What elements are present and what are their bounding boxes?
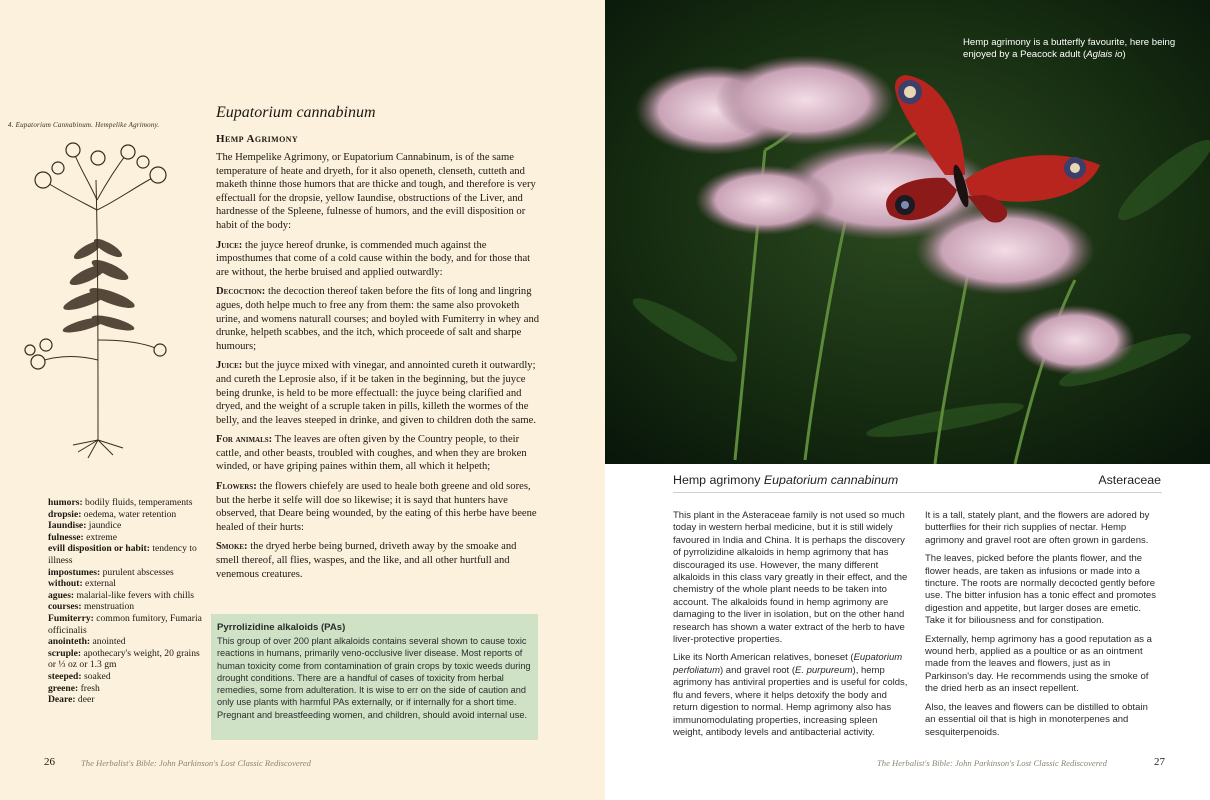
plate-caption: 4. Eupatorium Cannabinum. Hempelike Agrimony. xyxy=(8,121,160,129)
glossary-def: fresh xyxy=(78,682,100,694)
glossary-item xyxy=(48,671,208,683)
common-name-heading: Hemp Agrimony xyxy=(216,133,299,145)
glossary-term: impostumes: xyxy=(48,566,101,578)
plant-family: Asteraceae xyxy=(1098,473,1161,487)
section-text: the juyce hereof drunke, is commended much against the imposthumes that come of a cold cause within the body, and for those that are without, the herbe bruised and applied outwardly: xyxy=(216,239,531,278)
paragraph: Also, the leaves and flowers can be distilled to obtain an essential oil that is high in monoterpenes and sesquiterpenoids. xyxy=(925,701,1148,738)
photo-illustration xyxy=(605,0,1210,464)
glossary-def: jaundice xyxy=(86,520,122,532)
glossary-def: common fumitory, Fumaria officinalis xyxy=(48,612,202,636)
section-heading: Smoke: xyxy=(216,541,248,553)
paragraph: Externally, hemp agrimony has a good reputation as a wound herb, applied as a poultice or as an ointment made from the leaves and flowers, just as in Parkinson's day. He recommends using the smoke of the dried herb as an insect repellent. xyxy=(925,633,1152,695)
glossary-def: oedema, water retention xyxy=(81,508,177,520)
glossary-def: purulent abscesses xyxy=(100,566,174,578)
glossary-term: fulnesse: xyxy=(48,531,84,543)
glossary-def: menstruation xyxy=(81,601,135,613)
glossary-term: agues: xyxy=(48,589,75,601)
glossary-item xyxy=(48,532,208,544)
section-heading: Juice: xyxy=(216,360,243,372)
glossary-term: Iaundise: xyxy=(48,520,87,532)
glossary-item xyxy=(48,694,208,706)
glossary-term: dropsie: xyxy=(48,508,82,520)
running-head-left: The Herbalist's Bible: John Parkinson's Lost Classic Rediscovered xyxy=(81,758,311,768)
glossary-term: humors: xyxy=(48,497,83,508)
paragraph: It is a tall, stately plant, and the flowers are adored by butterflies for their rich supplies of nectar. Hemp agrimony and gravel root are often grown in gardens. xyxy=(925,510,1150,546)
glossary-def: malarial-like fevers with chills xyxy=(74,589,195,601)
intro-paragraph: The Hempelike Agrimony, or Eupatorium Cannabinum, is of the same temperature of heate and dryeth, for it also openeth, clenseth, cutteth and maketh thinne those humors that are thicke and tough, and therefore is very effectuall for the dropsie, yellow Iaundise, obstructions of the Liver, and hardnesse of the Spleene, fulnesse of humors, and the evill disposition or habit of the body: xyxy=(216,152,536,231)
paragraph-text: Like its North American relatives, boneset ( xyxy=(673,652,854,664)
pyrrolizidine-alkaloids-box xyxy=(211,614,538,740)
latin-name: Eupatorium perfoliatum xyxy=(673,652,903,676)
glossary-item xyxy=(48,613,208,636)
species-title: Eupatorium cannabinum xyxy=(216,104,376,121)
photo-caption-latin: Aglais io xyxy=(1086,49,1123,61)
glossary-item xyxy=(48,683,208,695)
glossary-item xyxy=(48,636,208,648)
glossary-item xyxy=(48,578,208,590)
butterfly-on-hemp-agrimony-photo xyxy=(605,0,1210,464)
section-juice xyxy=(216,239,540,280)
text-column-2 xyxy=(925,510,1161,745)
paragraph: The leaves, picked before the plants flower, and the flower heads, are taken as infusions or made into a tincture. The roots are normally decocted gently before use. The bitter infusion has a tonic effect and promotes digestion and appetite, but larger doses are emetic. Take it for biliousness and for constipation. xyxy=(925,553,1156,627)
glossary-item xyxy=(48,543,208,566)
glossary xyxy=(48,497,208,706)
section-juice-2 xyxy=(216,359,540,427)
section-heading: Decoction: xyxy=(216,286,266,298)
glossary-def: deer xyxy=(75,694,95,706)
section-text: the decoction thereof taken before the fits of long and lingring agues, doth helpe much to free any from them: the same also provoketh urine, and womens naturall courses; and boyled with Fumiterry in whey and drunke, helpeth scabbes, and the itch, which proceede of salt and sharpe humours; xyxy=(216,286,540,352)
glossary-def: apothecary's weight, 20 grains or ⅓ oz or 1.3 gm xyxy=(48,647,200,671)
photo-caption-text: Hemp agrimony is a butterfly favourite, here being enjoyed by a Peacock adult ( xyxy=(963,37,1176,61)
section-text: The leaves are often given by the Country people, to their cattle, and other beasts, troubled with coughes, and when they are broken winded, or have griping paines within them, all which it helpeth; xyxy=(216,434,527,473)
text-column-1 xyxy=(673,510,909,745)
glossary-term: steeped: xyxy=(48,670,82,682)
section-heading: Juice: xyxy=(216,239,243,251)
latin-name: E. purpureum xyxy=(794,664,853,676)
glossary-term: anointeth: xyxy=(48,636,91,648)
paragraph: This plant in the Asteraceae family is not used so much today in western herbal medicine, but it is still widely favoured in India and China. It is perhaps the discovery of pyrrolizidine alkaloids in hemp agrimony that has discouraged its use. However, the many different alkaloids in this class vary greatly in their effect, and the chemistry of the whole plant needs to be taken into account. The alkaloids found in hemp agrimony are damaging to the liver in isolation, but on the other hand research has shown a water extract of the herb to have liver-protective properties. xyxy=(673,510,908,646)
plant-latin-name: Eupatorium cannabinum xyxy=(763,473,899,487)
section-text: the dryed herbe being burned, driveth away by the smoake and smell thereof, all flies, waspes, and the like, and all other hurtfull and venemous creatures. xyxy=(216,541,517,580)
glossary-def: anointed xyxy=(90,636,126,648)
plant-title xyxy=(673,473,898,487)
box-text: This group of over 200 plant alkaloids contains several shown to cause toxic reactions in humans, primarily veno-occlusive liver disease. Most reports of human toxicity come from contamination of grain crops by toxic weeds during drought conditions. There are a handful of cases of toxicity from herbal remedies, some from adulteration. It is wise to err on the side of caution and only use plants with harmful PAs externally, or if internally for a short time. Pregnant and breastfeeding women, and children, should avoid internal use. xyxy=(217,636,531,720)
glossary-item xyxy=(48,509,208,521)
glossary-term: Fumiterry: xyxy=(48,612,94,624)
glossary-item xyxy=(48,520,208,532)
glossary-def: bodily fluids, temperaments xyxy=(82,497,193,508)
glossary-def: tendency to illness xyxy=(48,543,197,566)
glossary-item xyxy=(48,601,208,613)
herbal-woodcut-illustration xyxy=(18,140,188,460)
section-heading: For animals: xyxy=(216,434,273,446)
glossary-term: courses: xyxy=(48,601,82,613)
running-head-right: The Herbalist's Bible: John Parkinson's Lost Classic Rediscovered xyxy=(877,758,1107,768)
section-for-animals xyxy=(216,433,540,474)
paragraph-text: ), hemp agrimony has antiviral properties and is useful for colds, flu and fevers, where it helps detoxify the body and return digestion to normal. Hemp agrimony also has immunomodulating properties, increasing spleen weight, antibody levels and antibacterial activity. xyxy=(673,664,908,738)
page-number-right: 27 xyxy=(1154,756,1165,768)
paragraph xyxy=(673,652,909,739)
glossary-term: evill disposition or habit: xyxy=(48,543,150,555)
plant-common-name: Hemp agrimony xyxy=(673,473,764,487)
glossary-def: soaked xyxy=(81,670,111,682)
section-smoke xyxy=(216,540,540,581)
glossary-def: external xyxy=(82,578,116,590)
glossary-item xyxy=(48,497,208,509)
glossary-item xyxy=(48,567,208,579)
section-decoction xyxy=(216,285,540,353)
section-flowers xyxy=(216,480,540,534)
section-text: but the juyce mixed with vinegar, and annointed cureth it outwardly; and cureth the Leprosie also, if it be taken in the beginning, but the juyce being drunke, is held to be more effectuall: the juyce being clarified and dryed, and the weight of a scruple taken in pills, killeth the wormes of the belly, and the leaves steeped in drinke, and given to children doth the same. xyxy=(216,360,536,426)
photo-caption-close: ) xyxy=(1122,49,1126,61)
glossary-term: scruple: xyxy=(48,647,82,659)
photo-caption xyxy=(963,37,1178,61)
section-heading: Flowers: xyxy=(216,481,257,493)
glossary-item xyxy=(48,590,208,602)
page-number-left: 26 xyxy=(44,756,55,768)
glossary-term: without: xyxy=(48,578,83,590)
glossary-def: extreme xyxy=(83,531,118,543)
divider xyxy=(673,492,1162,493)
glossary-term: Deare: xyxy=(48,694,76,706)
herbal-entry xyxy=(216,103,540,587)
glossary-term: greene: xyxy=(48,682,79,694)
section-text: the flowers chiefely are used to heale both greene and old sores, but the herbe it selfe will doe so likewise; it is sayd that hunters have observed, that Deare being wounded, by the eating of this herbe have beene healed of their hurts: xyxy=(216,481,537,533)
box-title: Pyrrolizidine alkaloids (PAs) xyxy=(217,622,346,633)
glossary-item xyxy=(48,648,208,671)
paragraph-text: ) and gravel root ( xyxy=(720,664,795,676)
